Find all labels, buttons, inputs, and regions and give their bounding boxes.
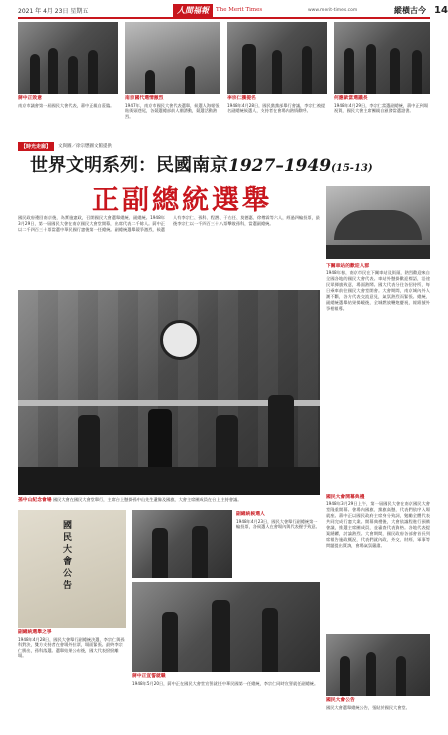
- photo-chiang-greeting: [18, 22, 118, 94]
- photo-nanjing-station: [326, 186, 430, 259]
- photo-officials-group: [334, 22, 430, 94]
- top-caption-1-text: 南京市議會第一屆國民大會代表，蔣中正親自蒞臨。: [18, 102, 115, 108]
- top-caption-4-text: 1948年4月29日，李宗仁當選副總統，蔣中正到場祝賀，國民大會主席團親自頒發當選證書。: [334, 102, 429, 114]
- bottom-caption-2: [236, 512, 320, 578]
- bottom-caption-2-title: 副總統候選人: [236, 512, 265, 517]
- right-photo-text: 1948年春，南京市民在下關車站及街頭，熱烈歡迎來自全國各地的國民大會代表。車站外懸掛歡迎標語，沿途民眾揮旗致意，場面熱鬧。國大代表分住各招待所，每日乘車前往國民大會堂開會。大會期間，南京城內外人潮不斷，各方代表交流意見，氣氛熱烈而緊張。總統、副總統選舉結果揭曉後，全城燃放鞭炮慶祝，報紙號外爭相報導。: [326, 270, 430, 311]
- photo-li-zongren-nomination: [227, 22, 327, 94]
- section-name: 縱橫古今: [394, 5, 426, 15]
- photo-candidates-handshake: [132, 510, 232, 578]
- bottom-caption-1: [18, 630, 126, 696]
- photo-inauguration-ceremony: [132, 582, 320, 672]
- bottom-caption-4-text: 國民大會選舉總統公告，張貼於國民大會堂。: [326, 704, 410, 710]
- mid-right-text: 1948年3月29日上午，第一屆國民大會在南京國民大會堂隆重開幕。會場內國旗、黨旗高懸，代表們依序入場就座。蔣中正以國民政府主席身分致詞，勉勵全體代表共同完成行憲大業。開幕典禮後，大會依議程進行預備會議，推選主席團成員，並審查代表資格。各地代表提案踴躍，討論熱烈。大會期間，國民政府各部會首長列席報告施政概況，代表們就內政、外交、財經、軍事等問題提出質詢，會場氣氛嚴肅。: [326, 501, 430, 548]
- column-label: 【時光走廊】: [18, 142, 54, 151]
- bottom-caption-1-text: 1948年4月28日，國民大會舉行副總統決選，李宗仁與孫科對決，雙方支持者在會場外拉票，場面緊張。最終李宗仁勝出，孫科落選。選舉結果公布後，國大代表紛紛離場。: [18, 636, 125, 659]
- masthead-rule: [18, 17, 430, 19]
- sun-emblem-icon: [160, 320, 200, 360]
- photo-assembly-hall: [326, 634, 430, 696]
- bottom-caption-2-text: 1948年4月23日，國民大會舉行副總統第一輪投票，各候選人在會場內與代表握手致意。: [236, 518, 320, 530]
- top-caption-3-title: 李宗仁獲提名: [227, 96, 256, 101]
- main-photo-caption-title: 孫中山紀念會場: [18, 498, 52, 503]
- series-name: 世界文明系列：民國南京: [30, 155, 228, 176]
- top-caption-1-title: 蔣中正致意: [18, 96, 42, 101]
- newspaper-logo: [173, 3, 262, 17]
- top-caption-2-title: 南京國代選情激烈: [125, 96, 164, 101]
- paper-name-en: The Merit Times: [216, 7, 263, 13]
- scroll-notice-text: 國民大會公告: [61, 520, 71, 592]
- photo-credit: 文與圖／徐宗懋圖文館提供: [58, 144, 113, 149]
- section-tag: [18, 142, 112, 150]
- bottom-caption-3-text: 1948年5月20日，蔣中正在國民大會堂宣誓就任中華民國第一任總統，李宗仁同時宣誓就任副總統。: [132, 680, 319, 686]
- top-caption-2-text: 1947年，南京市國民大會代表選舉，候選人海報張貼街頭巷尾，各競選總部前人潮湧動，競選活動熱烈。: [125, 102, 220, 119]
- series-years: 1927–1949: [228, 156, 332, 176]
- top-caption-1: [18, 96, 118, 138]
- bottom-caption-1-title: 副總統選舉之爭: [18, 630, 52, 635]
- paper-name-cn: 人間福報: [173, 4, 213, 17]
- top-caption-3-text: 1948年4月28日，國民黨黨部舉行會議，李宗仁被提名副總統候選人，支持者在會場內熱情歡呼。: [227, 102, 326, 114]
- top-caption-4: [334, 96, 430, 138]
- issue-date: 2021 年 4月 23日 星期五: [18, 7, 89, 15]
- bottom-caption-4-title: 國民大會公告: [326, 698, 355, 703]
- photo-assembly-notice-scroll: [18, 510, 126, 628]
- mid-right-title: 國民大會開幕典禮: [326, 495, 365, 500]
- bottom-caption-3-title: 蔣中正宣誓就職: [132, 674, 166, 679]
- masthead: [18, 3, 448, 17]
- main-photo-caption: [18, 497, 320, 507]
- top-caption-4-title: 何應欽當選議長: [334, 96, 368, 101]
- intro-text: 國民政府遷回南京後，為實施憲政，召開國民大會選舉總統、副總統。1948年3月29日，第一屆國民大會在南京國民大會堂開幕，出席代表二千餘人。蔣中正以二千四百三十票當選中華民國行憲後第一任總統。副總統選舉競爭激烈，候選人有李宗仁、孫科、程潛、于右任、莫德惠、徐傅霖等六人，經過四輪投票，最後李宗仁以一千四百三十八票擊敗孫科，當選副總統。: [18, 215, 320, 232]
- top-caption-3: [227, 96, 327, 138]
- photo-election-posters: [125, 22, 220, 94]
- bottom-caption-4: [326, 698, 430, 728]
- bottom-caption-3: [132, 674, 320, 708]
- main-headline: 正副總統選舉: [92, 185, 272, 216]
- series-title: [30, 151, 373, 177]
- main-photo-caption-text: 國民大會在國民大會堂舉行，主席台上懸掛孫中山先生遺像及國旗，大會主席團成員在台上主持會議。: [52, 497, 242, 502]
- top-caption-2: [125, 96, 220, 138]
- series-episode: (15-13): [331, 163, 373, 174]
- right-photo-title: 下關車站的歡迎人群: [326, 264, 370, 269]
- photo-national-assembly-stage: [18, 290, 320, 495]
- page-number: 14: [434, 4, 448, 16]
- website: www.merit-times.com: [308, 7, 358, 13]
